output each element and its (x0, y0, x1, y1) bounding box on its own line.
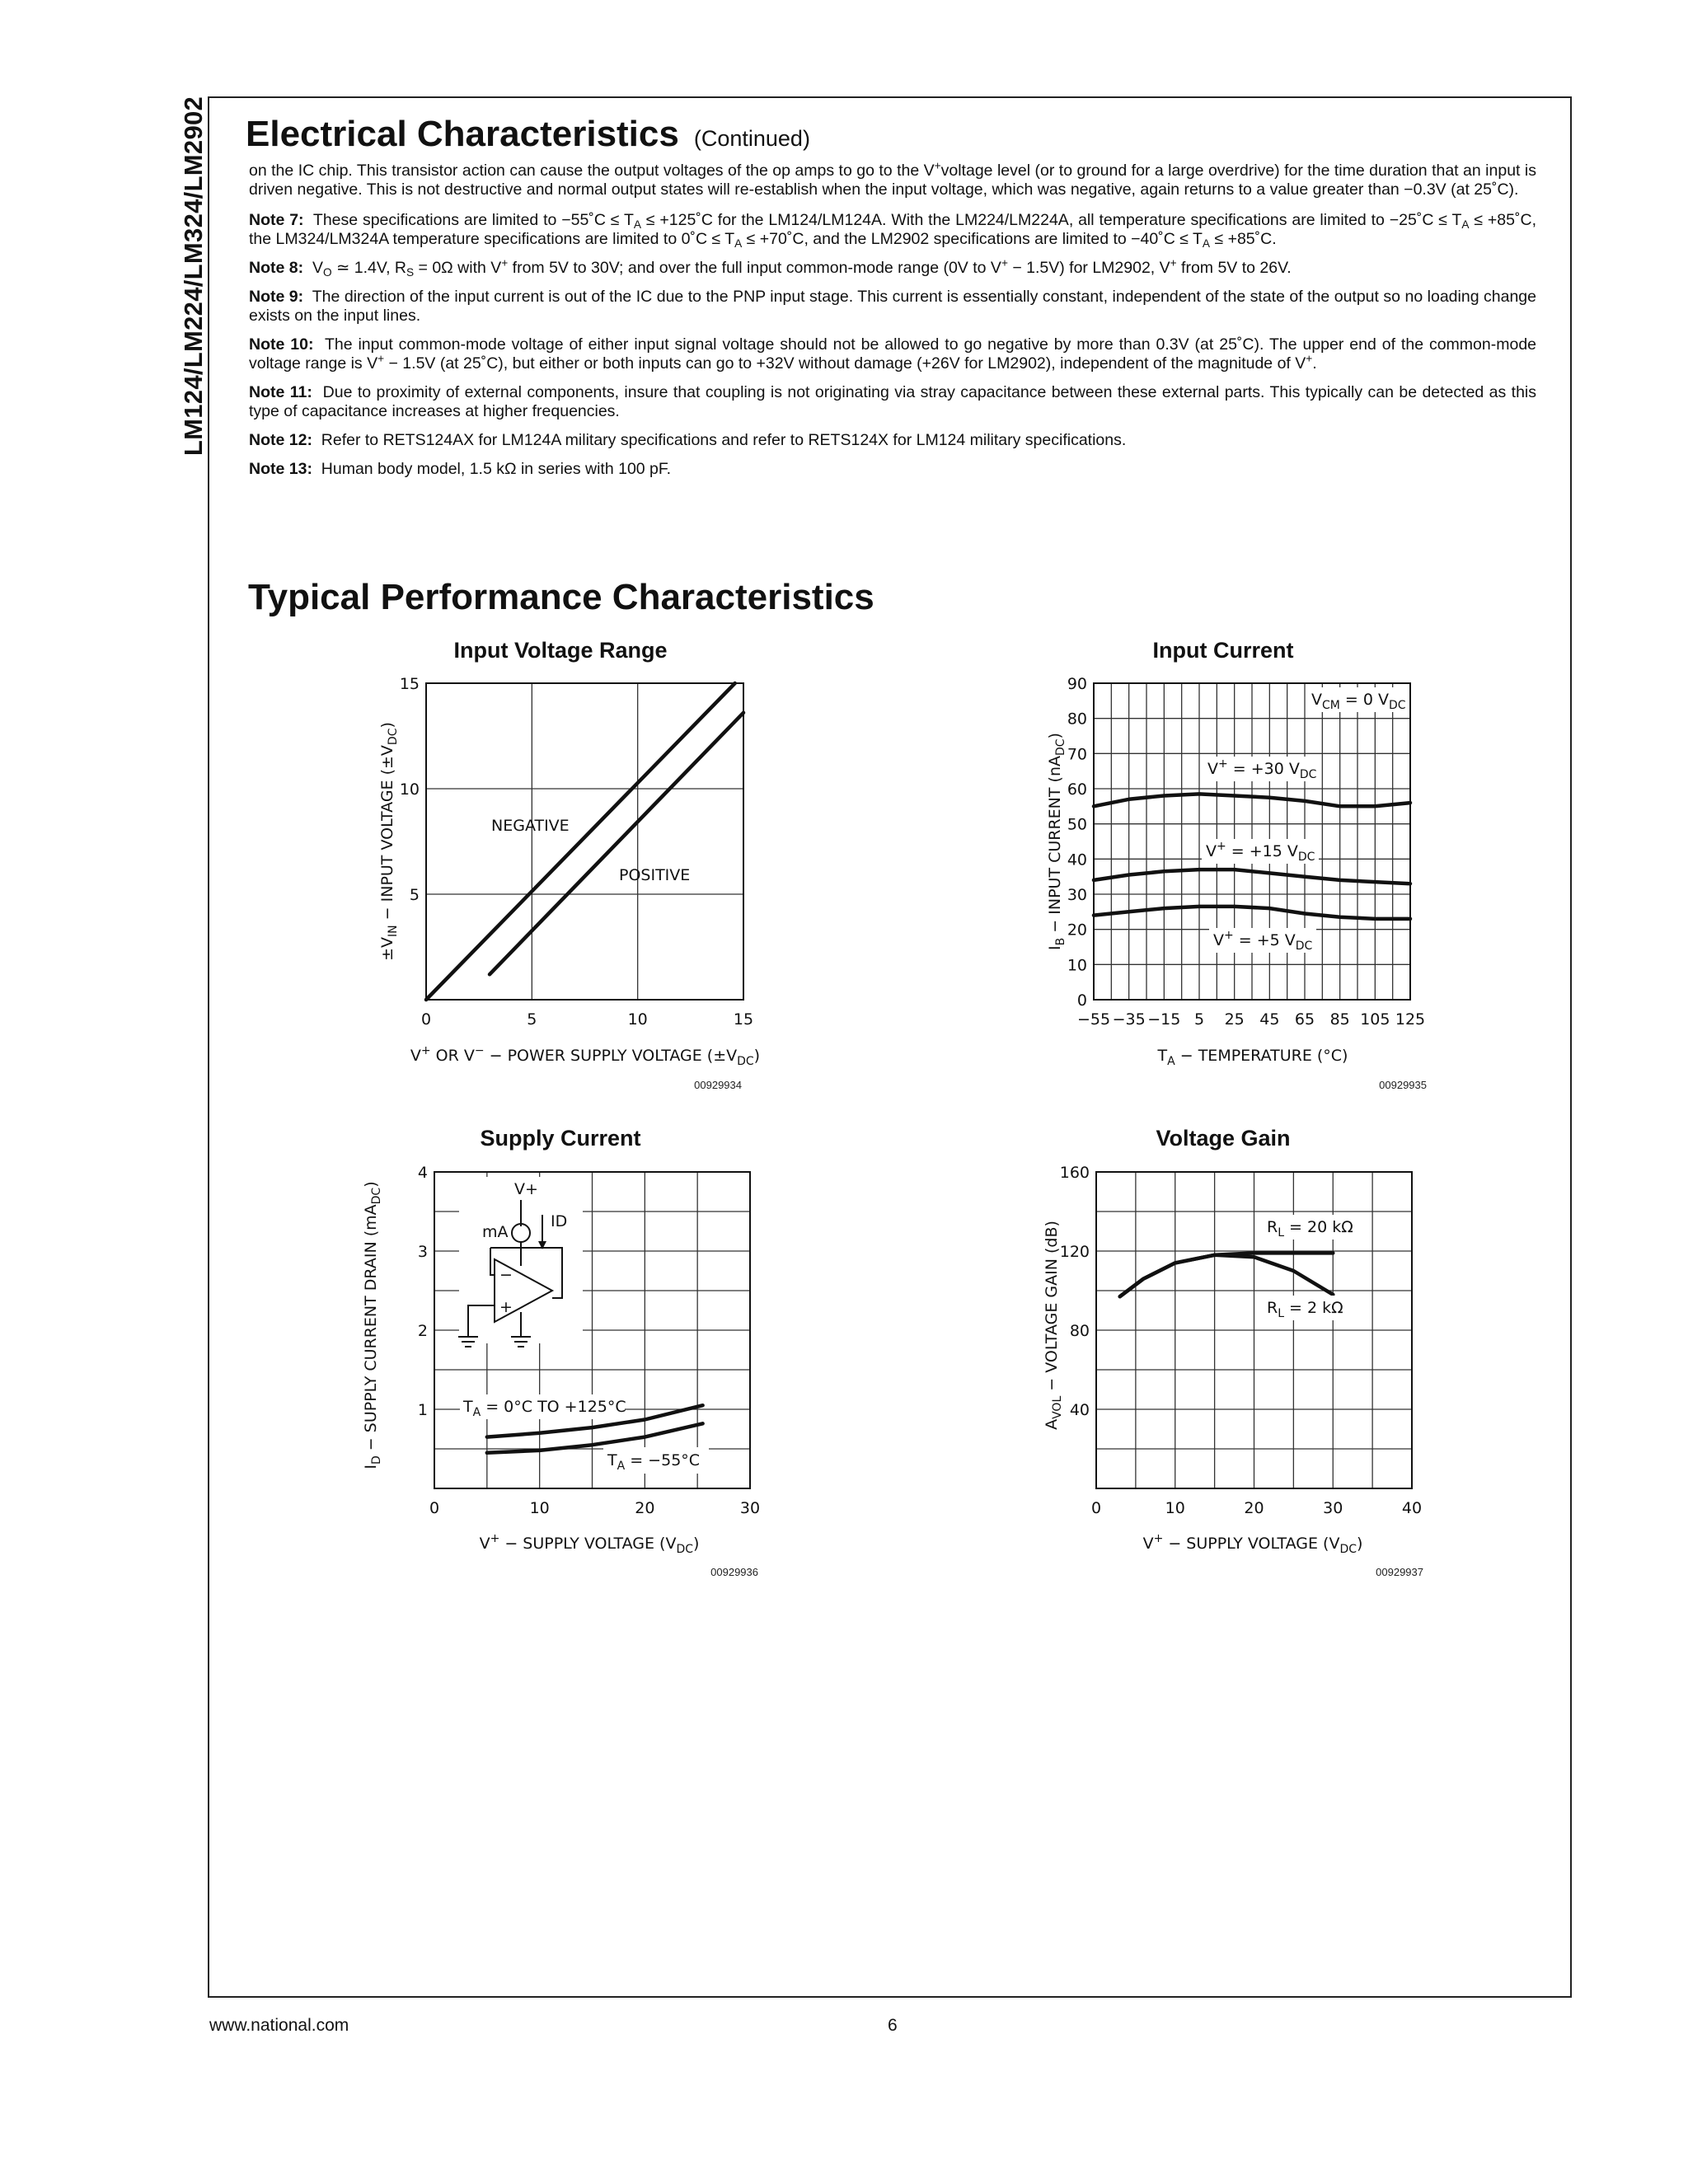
y-tick-label: 80 (1069, 1322, 1090, 1340)
chart-supply-current (346, 1121, 808, 1582)
chart-3-xlabel: V+ − SUPPLY VOLTAGE $(V_{DC})$ (479, 1532, 700, 1556)
y-tick-label: 90 (1067, 675, 1087, 693)
footer-website[interactable]: www.national.com (209, 2016, 349, 2035)
chart-1-svg (346, 633, 808, 1094)
chart-4-x-ticks (1091, 1499, 1422, 1517)
chart-1-label-negative: NEGATIVE (491, 817, 570, 835)
chart-1-series-positive (490, 713, 743, 975)
inset-current-label: ID (551, 1212, 568, 1230)
chart-1-title: Input Voltage Range (453, 638, 668, 663)
chart-4-grid (1096, 1172, 1412, 1488)
chart-input-voltage-range (346, 633, 808, 1094)
x-tick-label: 0 (429, 1499, 440, 1517)
sidebar-part-numbers: LM124/LM224/LM324/LM2902 (179, 96, 208, 457)
chart-4-xlabel: V+ − SUPPLY VOLTAGE $(V_{DC})$ (1142, 1532, 1363, 1556)
chart-2-ylabel: $I_B$ − INPUT CURRENT $(nA_{DC})$ (1046, 733, 1067, 950)
x-tick-label: 30 (739, 1499, 761, 1517)
chart-4-y-ticks (1060, 1164, 1090, 1419)
note-8: Note 8: $V_O$ ≃ 1.4V, $R_S = 0\Omega$ with V+ from 5V to 30V; and over the full input common-mode range (0V to V+ − 1.5V) for LM2902, V+ from 5V to 26V. (249, 256, 1292, 279)
chart-4-label-20k: $R_L = 20$ kΩ (1267, 1218, 1353, 1240)
y-tick-label: 3 (417, 1243, 428, 1261)
chart-3-x-ticks (429, 1499, 760, 1517)
chart-2-title: Input Current (1152, 638, 1294, 663)
continued-label: (Continued) (693, 126, 810, 151)
y-tick-label: 40 (1067, 851, 1087, 869)
section-title-text: Electrical Characteristics (246, 114, 679, 154)
y-tick-label: 60 (1067, 780, 1087, 799)
section-title-electrical (246, 114, 810, 155)
y-tick-label: 15 (399, 675, 420, 693)
x-tick-label: 5 (527, 1010, 537, 1029)
chart-3-svg (346, 1121, 808, 1582)
x-tick-label: −55 (1076, 1010, 1111, 1029)
x-tick-label: 15 (733, 1010, 754, 1029)
chart-2-label-15v: V+ = +15 $V_{DC}$ (1206, 840, 1315, 864)
chart-3-title: Supply Current (480, 1126, 641, 1151)
x-tick-label: 10 (627, 1010, 648, 1029)
chart-1-series-negative (426, 683, 735, 1000)
x-tick-label: 30 (1323, 1499, 1343, 1517)
y-tick-label: 70 (1067, 745, 1087, 764)
y-tick-label: 5 (409, 886, 420, 904)
y-tick-label: 10 (1067, 956, 1087, 975)
chart-voltage-gain (1014, 1121, 1475, 1582)
y-tick-label: 80 (1067, 710, 1087, 729)
notes-block (249, 159, 1537, 489)
y-tick-label: 4 (417, 1164, 428, 1182)
y-tick-label: 50 (1067, 815, 1087, 834)
y-tick-label: 30 (1067, 886, 1087, 904)
note-11: Note 11: Due to proximity of external components, insure that coupling is not originating via stray capacitance between these external parts. This typically can be detected as this type of capacitance increases at higher frequencies. (249, 383, 1536, 420)
y-tick-label: 20 (1067, 921, 1087, 940)
x-tick-label: 65 (1294, 1010, 1315, 1029)
chart-2-label-30v: V+ = +30 $V_{DC}$ (1207, 757, 1317, 781)
chart-3-ylabel: $I_D$ − SUPPLY CURRENT DRAIN $(mA_{DC})$ (362, 1181, 383, 1469)
chart-4-ylabel: $A_{VOL}$ − VOLTAGE GAIN (dB) (1043, 1221, 1064, 1430)
chart-3-y-ticks (418, 1164, 428, 1419)
chart-4-figure-code: 00929937 (1376, 1566, 1423, 1578)
chart-1-y-ticks (400, 675, 420, 904)
inset-vplus-label: V+ (514, 1180, 538, 1198)
y-tick-label: 10 (399, 780, 420, 799)
x-tick-label: 10 (529, 1499, 550, 1517)
chart-3-inset-circuit (458, 1177, 583, 1347)
chart-2-figure-code: 00929935 (1379, 1079, 1427, 1091)
chart-2-svg (1014, 633, 1475, 1094)
x-tick-label: −15 (1147, 1010, 1181, 1029)
chart-1-xlabel: V+ OR V− − POWER SUPPLY VOLTAGE $(\pm V_{DC})$ (410, 1044, 761, 1068)
x-tick-label: 0 (420, 1010, 432, 1029)
x-tick-label: 25 (1224, 1010, 1245, 1029)
y-tick-label: 120 (1059, 1243, 1090, 1261)
x-tick-label: 20 (1244, 1499, 1264, 1517)
x-tick-label: 10 (1165, 1499, 1185, 1517)
y-tick-label: 1 (417, 1401, 428, 1419)
chart-2-xlabel: $T_A$ − TEMPERATURE (°C) (1157, 1047, 1348, 1068)
x-tick-label: 45 (1259, 1010, 1280, 1029)
x-tick-label: 5 (1193, 1010, 1205, 1029)
y-tick-label: 0 (1076, 991, 1087, 1010)
note-7: Note 7: These specifications are limited to −55˚C ≤ $T_A$ ≤ +125˚C for the LM124/LM124A. With the LM224/LM224A, all temperature specifications are limited to −25˚C ≤ $T_A$ ≤ +85˚C, the LM324/LM324A temperature specifications are limited to 0˚C ≤ $T_A$ ≤ +70˚C, and the LM2902 specifications are limited to −40˚C ≤ $T_A$ ≤ +85˚C. (249, 211, 1536, 250)
inset-minus-label: − (499, 1266, 513, 1284)
chart-1-figure-code: 00929934 (694, 1079, 742, 1091)
chart-3-label-0-125: $T_A = 0^\circ C$ TO +125°C (463, 1398, 626, 1419)
chart-3-label-minus55: $T_A = -55^\circ C$ (607, 1451, 701, 1473)
x-tick-label: 0 (1090, 1499, 1102, 1517)
x-tick-label: 40 (1401, 1499, 1423, 1517)
chart-1-label-positive: POSITIVE (619, 866, 691, 884)
y-tick-label: 160 (1059, 1164, 1090, 1182)
chart-2-y-ticks (1067, 675, 1087, 1010)
chart-4-svg (1014, 1121, 1475, 1582)
chart-1-x-ticks (421, 1010, 753, 1029)
chart-4-label-2k: $R_L = 2$ kΩ (1267, 1299, 1343, 1320)
x-tick-label: 105 (1360, 1010, 1390, 1029)
footer-page-number: 6 (888, 2016, 898, 2035)
x-tick-label: 125 (1395, 1010, 1426, 1029)
chart-3-figure-code: 00929936 (710, 1566, 758, 1578)
lead-paragraph: on the IC chip. This transistor action can cause the output voltages of the op amps to go to the V+voltage level (or to ground for a large overdrive) for the time duration that an input is driven negative. This is not destructive and normal output states will re-establish when the input voltage, which was negative, again returns to a value greater than −0.3V (at 25˚C). (249, 159, 1536, 199)
x-tick-label: 85 (1329, 1010, 1350, 1029)
chart-input-current (1014, 633, 1475, 1094)
chart-2-x-ticks (1077, 1010, 1425, 1029)
chart-2-annotation-vcm: $V_{CM} = 0$ $V_{DC}$ (1311, 691, 1406, 712)
inset-ammeter-label: mA (482, 1223, 509, 1241)
y-tick-label: 40 (1069, 1401, 1090, 1419)
note-9: Note 9: The direction of the input current is out of the IC due to the PNP input stage. This current is essentially constant, independent of the state of the output so no loading change exists on the input lines. (249, 288, 1536, 325)
inset-plus-label: + (499, 1298, 513, 1316)
x-tick-label: −35 (1112, 1010, 1146, 1029)
chart-2-label-5v: V+ = +5 $V_{DC}$ (1213, 929, 1313, 953)
note-13: Note 13: Human body model, 1.5 kΩ in series with 100 pF. (249, 460, 672, 478)
section-title-performance: Typical Performance Characteristics (248, 577, 874, 617)
chart-4-title: Voltage Gain (1156, 1126, 1291, 1151)
y-tick-label: 2 (417, 1322, 428, 1340)
chart-1-ylabel: $\pm V_{IN}$ − INPUT VOLTAGE $(\pm V_{DC})$ (378, 722, 400, 961)
note-12: Note 12: Refer to RETS124AX for LM124A military specifications and refer to RETS124X for LM124 military specifications. (249, 431, 1127, 449)
note-10: Note 10: The input common-mode voltage of either input signal voltage should not be allowed to go negative by more than 0.3V (at 25˚C). The upper end of the common-mode voltage range is V+ − 1.5V (at 25˚C), but either or both inputs can go to +32V without damage (+26V for LM2902), independent of the magnitude of V+. (249, 335, 1537, 373)
x-tick-label: 20 (635, 1499, 655, 1517)
